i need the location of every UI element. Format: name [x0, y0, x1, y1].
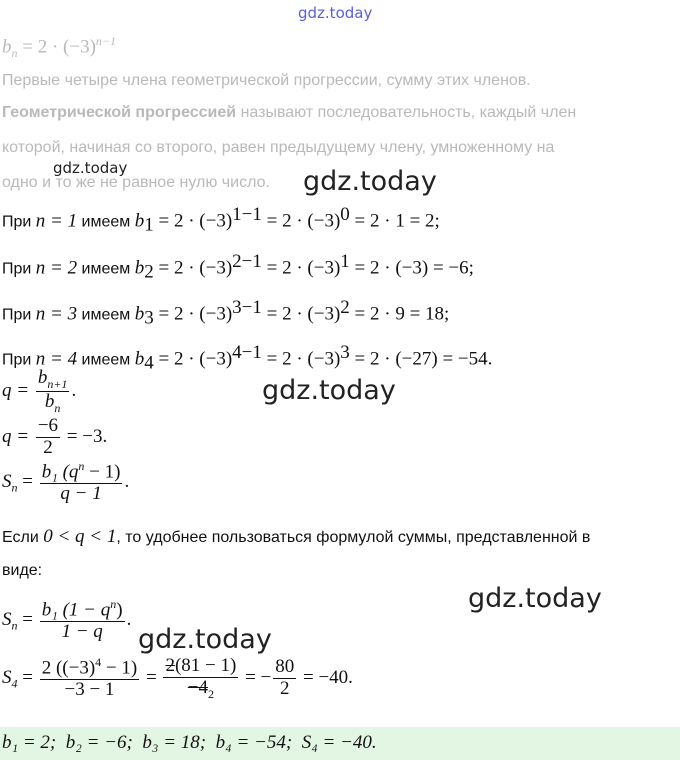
intro-line-4: одно и то же не равное нулю число.: [2, 174, 270, 191]
intro-line-1: Первые четыре члена геометрической прогрессии, сумму этих членов.: [2, 72, 531, 89]
intro-line-3: которой, начиная со второго, равен предыдущему члену, умноженному на: [2, 139, 555, 156]
text-if-line-1: Если 0 < q < 1, то удобнее пользоваться формулой суммы, представленной в: [2, 526, 591, 547]
watermark-1: gdz.today: [303, 166, 437, 197]
case-row-4: При n = 4 имеем $b_4 = 2 \cdot (-3)^{4-1} = 2 \cdot (-3)^3 = 2 \cdot (-27) = -54$.: [2, 342, 493, 374]
text-if-line-2: виде:: [2, 562, 43, 579]
answer-line: b₁ = 2; b₂ = −6; b₃ = 18; b₄ = −54; S₄ = −40.: [2, 732, 377, 753]
case-row-1: При n = 1 имеем $b_1 = 2 \cdot (-3)^{1-1} = 2 \cdot (-3)^0 = 2 \cdot 1 = 2$;: [2, 204, 440, 236]
case-row-2: При n = 2 имеем $b_2 = 2 \cdot (-3)^{2-1} = 2 \cdot (-3)^1 = 2 \cdot (-3) = -6$;: [2, 251, 474, 283]
s4-computation: $S_4$ = $\frac{2 ((-3)^4 - 1)}{-3 - 1}$ = $\frac{2(81 - 1)}{-4_2}$ = − $\frac{80}{2}$ = −40.: [2, 655, 353, 701]
sum-formula: $S_n$ = $\frac{b_1 (q^n - 1)}{q - 1}$ .: [2, 459, 130, 505]
q-value: q = $\frac{-6}{2}$ = −3.: [2, 415, 108, 458]
sum-formula-2: $S_n$ = $\frac{b_1 (1 - q^n)}{1 - q}$ .: [2, 597, 132, 643]
q-formula: q = $\frac{b_{n+1}}{b_n}$ .: [2, 367, 77, 415]
intro-formula: $b_n = 2 \cdot (-3)^{n-1}$: [2, 34, 117, 61]
watermark-small: gdz.today: [53, 159, 128, 177]
case-row-3: При n = 3 имеем $b_3 = 2 \cdot (-3)^{3-1} = 2 \cdot (-3)^2 = 2 \cdot 9 = 18$;: [2, 297, 450, 329]
watermark-4: gdz.today: [138, 624, 272, 655]
watermark-3: gdz.today: [468, 583, 602, 614]
watermark-2: gdz.today: [262, 375, 396, 406]
watermark-top: gdz.today: [298, 4, 373, 22]
intro-line-2: Геометрической прогрессией называют последовательность, каждый член: [2, 104, 577, 121]
